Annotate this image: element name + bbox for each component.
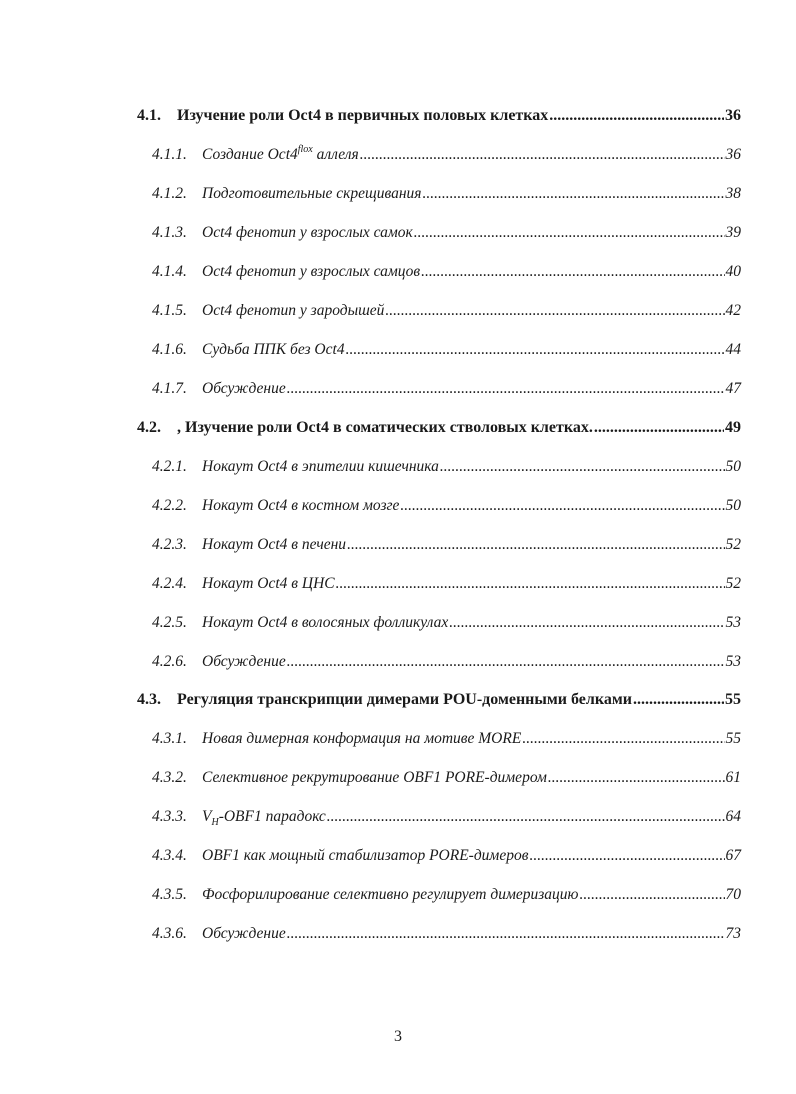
section-title: Подготовительные скрещивания — [202, 185, 422, 202]
page-number: 67 — [725, 847, 741, 864]
dot-leader — [414, 224, 725, 242]
page-number: 53 — [725, 653, 741, 670]
page-number: 52 — [725, 536, 741, 553]
toc-entry-4-2[interactable] — [137, 419, 741, 437]
dot-leader — [287, 925, 725, 943]
section-number: 4.1.2. — [152, 185, 187, 202]
page-number: 40 — [725, 263, 741, 280]
section-title: Oct4 фенотип у взрослых самок — [202, 224, 413, 241]
section-title: Селективное рекрутирование OBF1 PORE-димером — [202, 769, 547, 786]
page-number: 64 — [725, 808, 741, 825]
dot-leader — [336, 575, 725, 593]
section-title: $V_H-OBF1$ парадокс — [202, 808, 326, 829]
page-number: 44 — [725, 341, 741, 358]
section-number: 4.3.4. — [152, 847, 187, 864]
section-title: Регуляция транскрипции димерами POU-доменными белками — [177, 691, 632, 708]
section-title: , Изучение роли Oct4 в соматических стволовых клетках. — [177, 419, 593, 436]
section-number: 4.1.3. — [152, 224, 187, 241]
toc-entry-4-2-3[interactable] — [152, 536, 741, 554]
page-number: 36 — [725, 107, 741, 124]
section-title: Новая димерная конформация на мотиве MORE — [202, 730, 522, 747]
section-number: 4.2.6. — [152, 653, 187, 670]
toc-entry-4-2-4[interactable] — [152, 575, 741, 593]
section-title: Нокаут Oct4 в волосяных фолликулах — [202, 614, 449, 631]
page-number: 36 — [725, 146, 741, 163]
toc-entry-4-2-6[interactable] — [152, 653, 741, 671]
toc-entry-4-3-1[interactable] — [152, 730, 741, 748]
page-number: 61 — [725, 769, 741, 786]
dot-leader — [579, 886, 724, 904]
dot-leader — [400, 497, 724, 515]
section-number: 4.2.2. — [152, 497, 187, 514]
page-number: 49 — [725, 419, 741, 436]
section-title: Судьба ППК без Oct4 — [202, 341, 345, 358]
toc-entry-4-2-1[interactable] — [152, 458, 741, 476]
dot-leader — [440, 458, 725, 476]
dot-leader — [327, 808, 725, 826]
toc-entry-4-3-6[interactable] — [152, 925, 741, 943]
section-number: 4.1.1. — [152, 146, 187, 163]
section-number: 4.1.7. — [152, 380, 187, 397]
dot-leader — [421, 263, 724, 281]
page-number: 39 — [725, 224, 741, 241]
section-number: 4.3.3. — [152, 808, 187, 825]
section-number: 4.1.5. — [152, 302, 187, 319]
dot-leader — [548, 769, 725, 787]
page-number: 50 — [725, 458, 741, 475]
section-title: Обсуждение — [202, 653, 286, 670]
section-title: Обсуждение — [202, 925, 286, 942]
dot-leader — [360, 146, 725, 164]
dot-leader — [549, 107, 724, 125]
toc-entry-4-1-4[interactable] — [152, 263, 741, 281]
page-number: 47 — [725, 380, 741, 397]
section-number: 4.3. — [137, 691, 161, 708]
page-number: 53 — [725, 614, 741, 631]
page-number: 55 — [725, 691, 741, 708]
dot-leader — [529, 847, 724, 865]
section-title: Обсуждение — [202, 380, 286, 397]
section-title: Нокаут Oct4 в костном мозге — [202, 497, 400, 514]
section-title: Нокаут Oct4 в ЦНС — [202, 575, 335, 592]
toc-entry-4-2-2[interactable] — [152, 497, 741, 515]
toc-entry-4-3-5[interactable] — [152, 886, 741, 904]
dot-leader — [346, 341, 725, 359]
section-number: 4.2.3. — [152, 536, 187, 553]
toc-entry-4-3-2[interactable] — [152, 769, 741, 787]
toc-entry-4-3[interactable] — [137, 691, 741, 709]
section-number: 4.1.4. — [152, 263, 187, 280]
section-number: 4.3.2. — [152, 769, 187, 786]
section-title: Фосфорилирование селективно регулирует димеризацию — [202, 886, 579, 903]
section-title: Oct4 фенотип у взрослых самцов — [202, 263, 421, 280]
page-number: 70 — [725, 886, 741, 903]
page-number: 38 — [725, 185, 741, 202]
stray-mark: , — [177, 419, 181, 436]
page-number: 50 — [725, 497, 741, 514]
toc-entry-4-1-1[interactable] — [152, 143, 741, 164]
section-number: 4.2.1. — [152, 458, 187, 475]
dot-leader — [449, 614, 724, 632]
toc-entry-4-1[interactable] — [137, 107, 741, 125]
section-title: Создание $Oct4^{flox}$ аллеля — [202, 143, 359, 163]
dot-leader — [287, 653, 725, 671]
section-title: Изучение роли Oct4 в первичных половых клетках — [177, 107, 549, 124]
toc-entry-4-1-5[interactable] — [152, 302, 741, 320]
section-number: 4.3.6. — [152, 925, 187, 942]
toc-entry-4-3-4[interactable] — [152, 847, 741, 865]
dot-leader — [385, 302, 724, 320]
page-number: 52 — [725, 575, 741, 592]
section-number: 4.2.5. — [152, 614, 187, 631]
section-title: Oct4 фенотип у зародышей — [202, 302, 385, 319]
page-number: 55 — [725, 730, 741, 747]
page-footer-number: 3 — [394, 1028, 402, 1045]
section-title: Нокаут Oct4 в печени — [202, 536, 347, 553]
toc-entry-4-1-3[interactable] — [152, 224, 741, 242]
dot-leader — [594, 419, 724, 437]
toc-entry-4-1-7[interactable] — [152, 380, 741, 398]
dot-leader — [633, 691, 724, 709]
toc-entry-4-1-6[interactable] — [152, 341, 741, 359]
section-title: Нокаут Oct4 в эпителии кишечника — [202, 458, 439, 475]
toc-entry-4-3-3[interactable] — [152, 808, 741, 829]
dot-leader — [347, 536, 724, 554]
section-title: OBF1 как мощный стабилизатор PORE-димеров — [202, 847, 529, 864]
dot-leader — [287, 380, 725, 398]
section-number: 4.2.4. — [152, 575, 187, 592]
section-number: 4.3.1. — [152, 730, 187, 747]
page-number: 73 — [725, 925, 741, 942]
section-number: 4.1. — [137, 107, 161, 124]
page-number: 42 — [725, 302, 741, 319]
section-number: 4.3.5. — [152, 886, 187, 903]
section-number: 4.2. — [137, 419, 161, 436]
section-number: 4.1.6. — [152, 341, 187, 358]
dot-leader — [422, 185, 724, 203]
dot-leader — [522, 730, 724, 748]
toc-entry-4-2-5[interactable] — [152, 614, 741, 632]
toc-entry-4-1-2[interactable] — [152, 185, 741, 203]
